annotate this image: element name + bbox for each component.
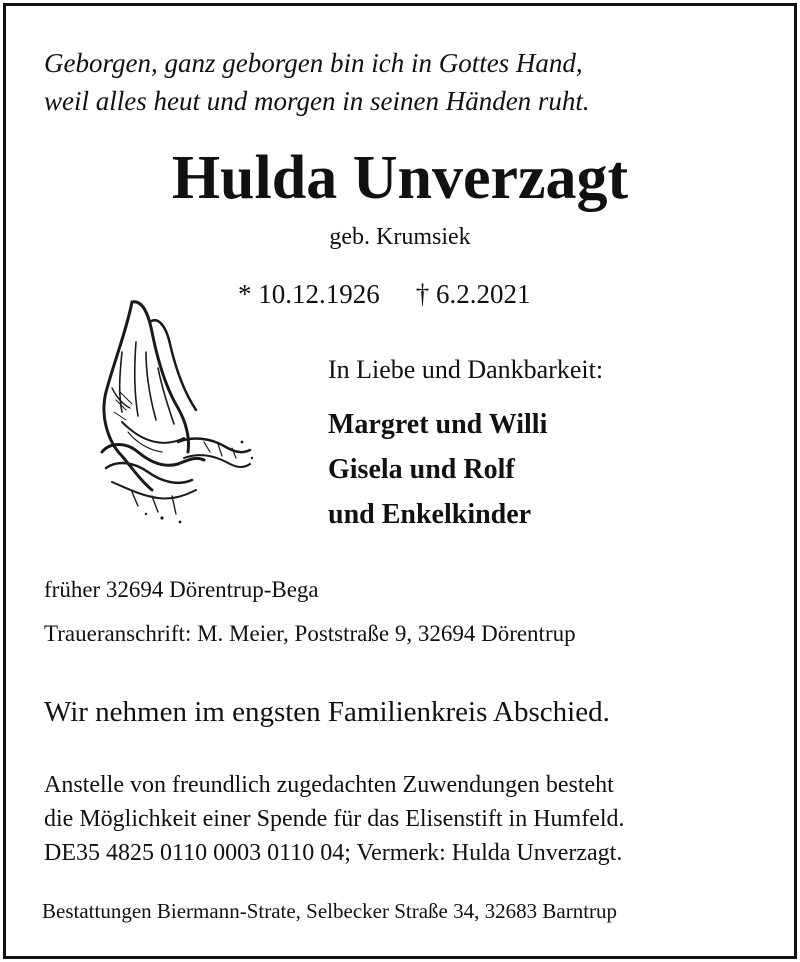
mourner-line: Margret und Willi — [328, 409, 548, 440]
donation-line-1: Anstelle von freundlich zugedachten Zuwendungen besteht — [44, 772, 614, 798]
motto-line-2: weil alles heut und morgen in seinen Händen ruht. — [44, 86, 590, 116]
former-residence: früher 32694 Dörentrup-Bega — [44, 577, 319, 602]
motto-line-1: Geborgen, ganz geborgen bin ich in Gottes Hand, — [44, 48, 583, 78]
mourner-line: und Enkelkinder — [328, 499, 532, 530]
maiden-name: geb. Krumsiek — [329, 224, 471, 250]
mourners-list — [328, 402, 547, 537]
praying-hands-icon — [92, 292, 262, 530]
birth-date: * 10.12.1926 — [238, 279, 380, 309]
mourning-address: Traueranschrift: M. Meier, Poststraße 9, 32694 Dörentrup — [44, 621, 576, 646]
death-date: † 6.2.2021 — [415, 279, 531, 309]
deceased-name: Hulda Unverzagt — [171, 144, 629, 212]
thanks-line: In Liebe und Dankbarkeit: — [328, 355, 604, 384]
farewell-notice: Wir nehmen im engsten Familienkreis Abschied. — [44, 696, 610, 728]
mourner-line: Gisela und Rolf — [328, 454, 515, 485]
donation-line-2: die Möglichkeit einer Spende für das Elisenstift in Humfeld. — [44, 806, 625, 832]
motto-verse — [44, 44, 590, 120]
life-dates — [238, 276, 531, 312]
donation-line-3: DE35 4825 0110 0003 0110 04; Vermerk: Hulda Unverzagt. — [44, 840, 623, 866]
undertaker-footer: Bestattungen Biermann-Strate, Selbecker Straße 34, 32683 Barntrup — [42, 899, 618, 923]
donation-notice — [44, 768, 625, 870]
